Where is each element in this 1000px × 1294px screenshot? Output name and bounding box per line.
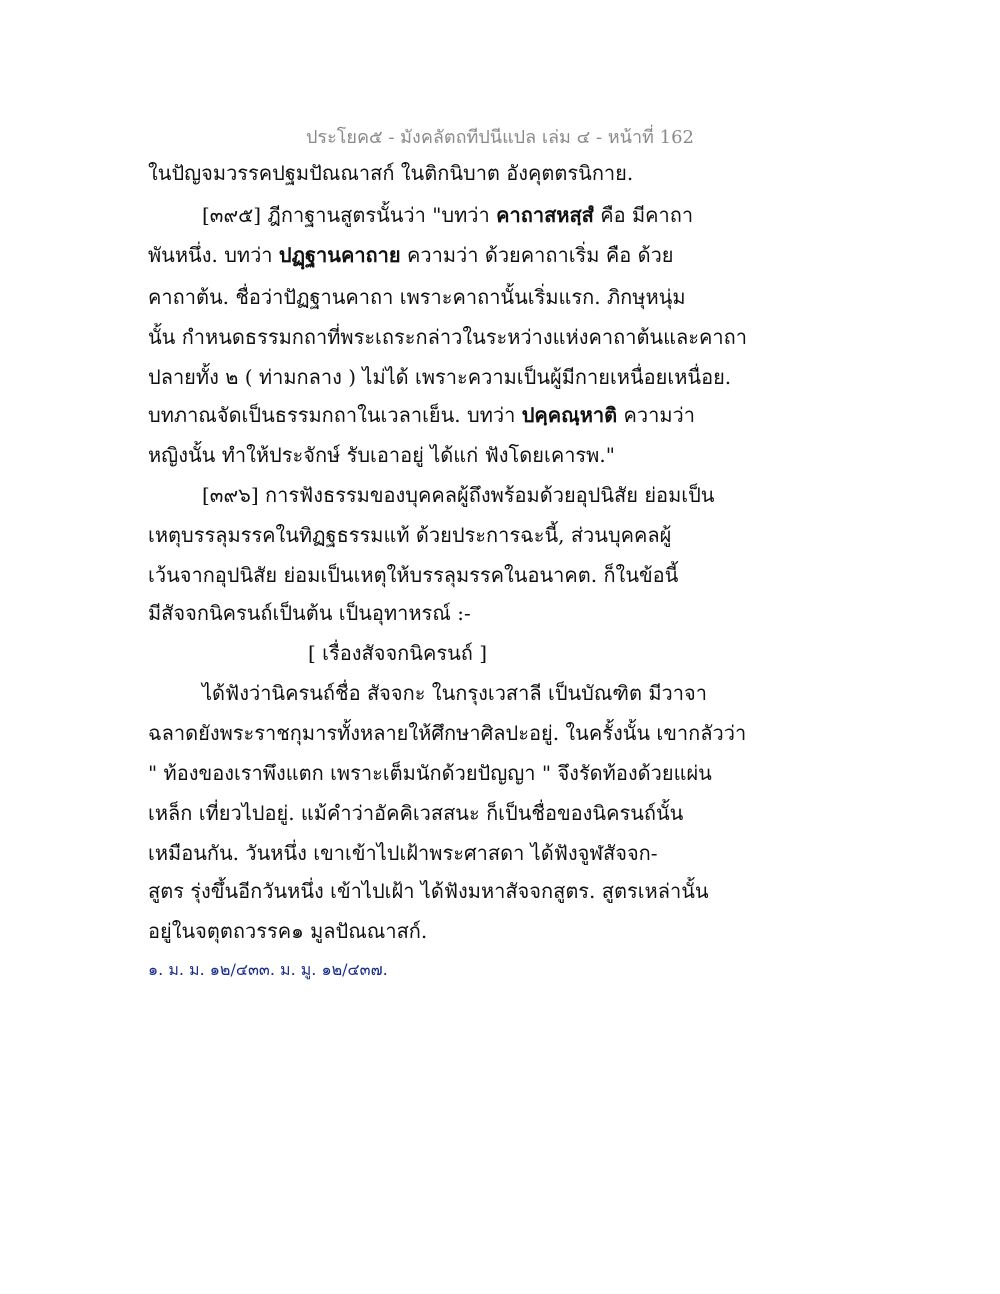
running-header: ประโยค๕ - มังคลัตถทีปนีแปล เล่ม ๔ - หน้าที่ 162 [306,127,694,148]
text-line: [๓๙๖] การฟังธรรมของบุคคลผู้ถึงพร้อมด้วยอุปนิสัย ย่อมเป็น [202,483,715,507]
text-span: [๓๙๕] ฎีกาฐานสูตรนั้นว่า "บทว่า [202,203,497,227]
text-line: คาถาต้น. ชื่อว่าปัฏฐานคาถา เพราะคาถานั้นเริ่มแรก. ภิกษุหนุ่ม [148,285,686,309]
section-heading: [ เรื่องสัจจกนิครนถ์ ] [308,641,488,665]
text-line: " ท้องของเราพึงแตก เพราะเต็มนักด้วยปัญญา " จึงรัดท้องด้วยแผ่น [148,761,712,785]
text-line: อยู่ในจตุตถวรรค๑ มูลปัณณาสก์. [148,919,428,943]
text-line: ปลายทั้ง ๒ ( ท่ามกลาง ) ไม่ได้ เพราะความเป็นผู้มีกายเหนื่อยเหนื่อย. [148,365,732,389]
pali-term: คาถาสหสฺสํ [496,203,594,227]
text-span: ความว่า ด้วยคาถาเริ่ม คือ ด้วย [400,243,674,267]
pali-term: ปฏฺฐานคาถาย [278,243,401,267]
text-line: เว้นจากอุปนิสัย ย่อมเป็นเหตุให้บรรลุมรรคในอนาคต. ก็ในข้อนี้ [148,563,679,587]
text-line: มีสัจจกนิครนถ์เป็นต้น เป็นอุทาหรณ์ :- [148,601,471,625]
text-line: นั้น กำหนดธรรมกถาที่พระเถระกล่าวในระหว่างแห่งคาถาต้นและคาถา [148,325,747,349]
text-line: ในปัญจมวรรคปฐมปัณณาสก์ ในติกนิบาต อังคุตตรนิกาย. [148,161,634,185]
text-line: หญิงนั้น ทำให้ประจักษ์ รับเอาอยู่ ได้แก่ ฟังโดยเคารพ." [148,443,615,467]
text-line: เหมือนกัน. วันหนึ่ง เขาเข้าไปเฝ้าพระศาสดา ได้ฟังจูฬสัจจก- [148,841,658,865]
text-span: พันหนึ่ง. บทว่า [148,243,279,267]
footnote: ๑. ม. ม. ๑๒/๔๓๓. ม. มู. ๑๒/๔๓๗. [148,960,388,979]
text-span: บทภาณจัดเป็นธรรมกถาในเวลาเย็น. บทว่า [148,403,522,427]
text-line [148,400,695,430]
pali-term: ปคฺคณฺหาติ [521,403,618,427]
text-line: เหตุบรรลุมรรคในทิฏฐธรรมแท้ ด้วยประการฉะนี้, ส่วนบุคคลผู้ [148,523,672,547]
text-line [148,240,674,270]
text-line: ได้ฟังว่านิครนถ์ชื่อ สัจจกะ ในกรุงเวสาลี เป็นบัณฑิต มีวาจา [202,681,707,705]
text-line: เหล็ก เที่ยวไปอยู่. แม้คำว่าอัคคิเวสสนะ ก็เป็นชื่อของนิครนถ์นั้น [148,801,684,825]
text-span: คือ มีคาถา [593,203,694,227]
text-line: สูตร รุ่งขึ้นอีกวันหนึ่ง เข้าไปเฝ้า ได้ฟังมหาสัจจกสูตร. สูตรเหล่านั้น [148,879,709,903]
text-line [202,200,693,230]
text-span: ความว่า [617,403,695,427]
text-line: ฉลาดยังพระราชกุมารทั้งหลายให้ศึกษาศิลปะอยู่. ในครั้งนั้น เขากลัวว่า [148,721,747,745]
